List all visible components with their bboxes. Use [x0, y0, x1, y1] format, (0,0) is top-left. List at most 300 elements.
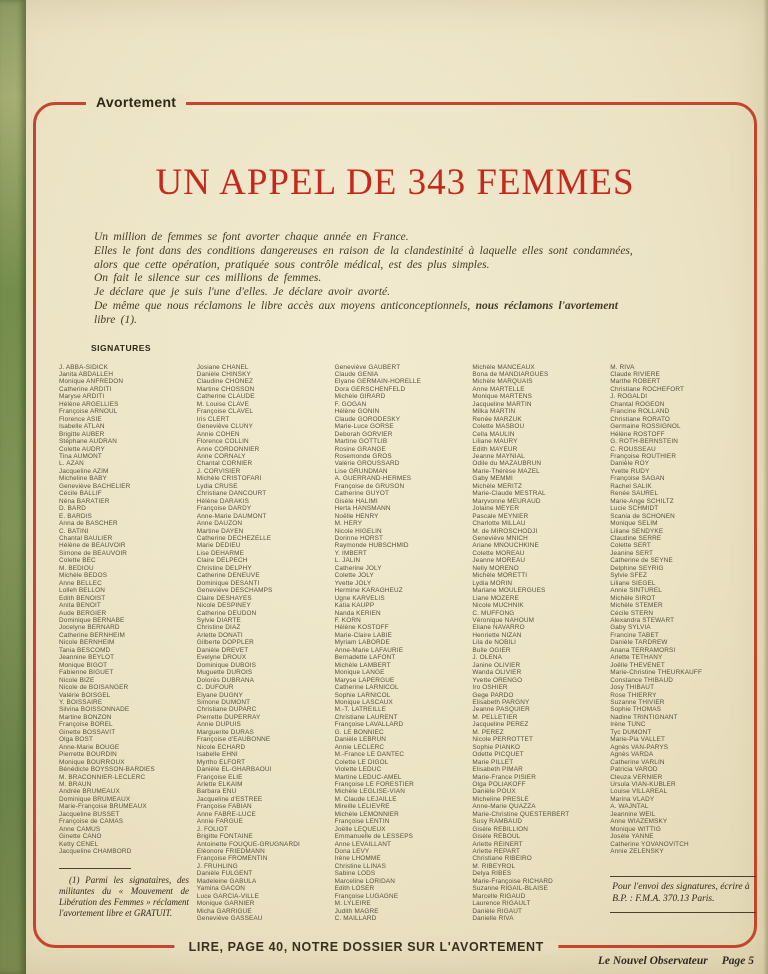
signature-name: Geneviève GAUBERT — [334, 363, 401, 371]
signature-name: Danièle CHINSKY — [196, 371, 251, 379]
signature-name: Cleuza VERNIER — [610, 773, 663, 781]
signature-name: Pierrette BOURDIN — [59, 751, 117, 759]
signature-name: Brigitte FONTAINE — [196, 833, 253, 841]
signature-name: Luce GARCIA-VILLE — [196, 892, 260, 900]
signature-name: Catherine ARDITI — [59, 385, 112, 393]
signature-name: Colette JOLY — [334, 572, 374, 580]
signature-name: Jeannine BEYLOT — [59, 654, 115, 662]
signature-name: Lila de NOBILI — [472, 639, 517, 647]
signature-name: Edith LOSER — [334, 885, 375, 893]
signature-name: Sylvie SFEZ — [610, 572, 647, 580]
signature-name: Maryse LAPERGUE — [334, 676, 395, 684]
signature-name: Françoise SAGAN — [610, 475, 665, 483]
signature-name: Wanda OLIVIER — [472, 669, 522, 677]
signature-name: C. DUFOUR — [196, 684, 234, 692]
signature-name: Pierrette DUPERRAY — [196, 713, 261, 721]
signature-name: Odile du MAZAUBRUN — [472, 460, 542, 468]
signature-name: Rosine GRANGE — [334, 445, 386, 453]
signature-name: Herta HANSMANN — [334, 505, 391, 513]
signature-name: Jacqueline AZIM — [59, 467, 109, 475]
signature-name: M.-T. LATREILLE — [334, 706, 387, 714]
signature-name: Raymonde HUBSCHMID — [334, 542, 409, 550]
signature-name: Michèle STEMER — [610, 602, 663, 610]
signature-name: Anne CAMUS — [59, 825, 101, 833]
signature-name: Bernadette LAFONT — [334, 654, 396, 662]
signature-name: Gilberte DOPPLER — [196, 639, 254, 647]
signature-name: Monique LASCAUX — [334, 698, 393, 706]
signature-name: Iro OSHIER — [472, 684, 508, 692]
signature-name: Agnès VARDA — [610, 751, 654, 759]
signature-name: Anne LEVAILLANT — [334, 840, 392, 848]
signature-name: Marie PILLET — [472, 758, 514, 766]
signature-columns — [59, 364, 748, 923]
signature-name: Tania BESCOMD — [59, 646, 111, 654]
signature-name: Suzanne THIVIER — [610, 698, 665, 706]
signature-name: Marthe ROBERT — [610, 378, 661, 386]
signature-name: Noëlle HENRY — [334, 512, 379, 520]
signature-name: Rose THIERRY — [610, 691, 657, 699]
signature-name: Eléonore FRIEDMANN — [196, 848, 265, 856]
signature-name: Lolleh BELLON — [59, 587, 106, 595]
signature-name: Judith MAGRE — [334, 907, 379, 915]
signature-name: Jacqueline d'ESTREE — [196, 795, 263, 803]
signature-name: Simone DUMONT — [196, 698, 251, 706]
signature-name: Tina AUMONT — [59, 453, 102, 461]
signature-name: Jacqueline PEREZ — [472, 721, 529, 729]
signature-name: Jeanne MAYNIAL — [472, 453, 525, 461]
signature-name: J. ROGALDI — [610, 393, 648, 401]
signature-name: Chantal CORNIER — [196, 460, 253, 468]
signature-name: Claude GENIA — [334, 371, 379, 379]
signature-name: Françoise d'EAUBONNE — [196, 736, 271, 744]
signature-name: Charlotte MILLAU — [472, 520, 526, 528]
signature-name: Odette PICQUET — [472, 751, 524, 759]
signature-name: Maryse ARDITI — [59, 393, 105, 401]
signature-name: C. MAILLARD — [334, 915, 377, 923]
signature-name: Jocelyne BERNARD — [59, 624, 120, 632]
signature-name: Danièle EL-GHARBAOUI — [196, 766, 272, 774]
signature-name: Nicole DESPINEY — [196, 602, 251, 610]
signature-name: Marie-Françoise RICHARD — [472, 877, 553, 885]
send-signatures-note: Pour l'envoi des signatures, écrire à B.P. : F.M.A. 370.13 Paris. — [610, 876, 756, 913]
signature-name: Evelyne DROUX — [196, 654, 247, 662]
signature-name: Elisabeth PARGNY — [472, 698, 530, 706]
footer-banner: LIRE, PAGE 40, NOTRE DOSSIER SUR L'AVORTEMENT — [175, 940, 558, 954]
signature-name: Catherine VARLIN — [610, 758, 665, 766]
signature-name: Sabine LODS — [334, 870, 376, 878]
signature-name: Claude RIVIERE — [610, 371, 660, 379]
signature-name: Susy RAMBAUD — [472, 818, 523, 826]
signature-name: Nicole MUCHNIK — [472, 602, 524, 610]
signature-name: Joëlle THEVENET — [610, 661, 665, 669]
signature-name: Michèle GIRARD — [334, 393, 386, 401]
signature-name: Barbara ENU — [196, 788, 237, 796]
signature-name: Michèle SIROT — [610, 594, 656, 602]
signature-name: Florence COLLIN — [196, 438, 249, 446]
signature-name: Danièle POUX — [472, 788, 516, 796]
signature-list-3 — [335, 364, 473, 923]
signature-name: Geneviève CLUNY — [196, 423, 254, 431]
signature-list-4 — [472, 364, 610, 923]
signature-name: Delphine SEYRIG — [610, 564, 664, 572]
signature-name: Micheline PRESLE — [472, 795, 529, 803]
intro-line: alors que cette opération, pratiquée sous contrôle médical, est des plus simples. — [94, 258, 490, 271]
signature-name: Colette MASBOU — [472, 423, 525, 431]
signature-name: Marie DEDIEU — [196, 542, 241, 550]
signature-name: Catherine de SEYNE — [610, 557, 673, 565]
signature-name: M. PELLETIER — [472, 713, 518, 721]
signature-name: Francine ROLLAND — [610, 408, 670, 416]
signature-name: Nelly MORENO — [472, 564, 519, 572]
signature-name: Martine DAYEN — [196, 527, 244, 535]
signature-name: M. BRACONNIER-LECLERC — [59, 773, 146, 781]
signature-name: Hélène KOSTOFF — [334, 624, 389, 632]
signature-name: L. AZAN — [59, 460, 84, 468]
signature-name: Scania de SCHONEN — [610, 512, 675, 520]
signature-name: Renée MARZUK — [472, 415, 522, 423]
signature-name: Jeanine SERT — [610, 549, 654, 557]
signature-name: Gisèle REBOUL — [472, 833, 521, 841]
signature-name: Colette BEC — [59, 557, 96, 565]
signature-name: F. GOGAN — [334, 400, 367, 408]
signature-name: Françoise ROUTHIER — [610, 453, 677, 461]
signature-name: Catherine GUYOT — [334, 490, 390, 498]
signature-name: Valérie GROUSSARD — [334, 460, 400, 468]
signature-name: Ariane MNOUCHKINE — [472, 542, 539, 550]
signature-name: Annie COHEN — [196, 430, 240, 438]
signature-name: Marie-Pia VALLET — [610, 736, 666, 744]
signature-name: Marceline LORIDAN — [334, 877, 396, 885]
signature-name: Ursula VIAN-KUBLER — [610, 780, 676, 788]
signature-name: Michèle MANCEAUX — [472, 363, 535, 371]
signature-name: Catherine CLAUDE — [196, 393, 255, 401]
signature-name: Edith BENOIST — [59, 594, 106, 602]
signature-name: Catherine YOVANOVITCH — [610, 840, 689, 848]
signature-name: Michèle LEMONNIER — [334, 810, 399, 818]
intro-line: Elles le font dans des conditions dangereuses en raison de la clandestinité à laquelle elles sont condamnées, — [94, 244, 633, 257]
page-title: UN APPEL DE 343 FEMMES — [155, 162, 635, 203]
signature-name: Andrée BRUMEAUX — [59, 788, 120, 796]
signature-name: Anna de BASCHER — [59, 520, 118, 528]
signature-name: Monique SELIM — [610, 520, 658, 528]
signature-name: Patricia VAROD — [610, 766, 658, 774]
signature-name: Delya RIBES — [472, 870, 512, 878]
signature-name: Françoise de GRUSON — [334, 482, 405, 490]
signature-name: Nicole PERROTTET — [472, 736, 534, 744]
signature-name: Laurence RIGAULT — [472, 900, 531, 908]
signature-name: Marie-France PISIER — [472, 773, 536, 781]
signature-name: Joëlle LEQUEUX — [334, 825, 386, 833]
intro-line: De même que nous réclamons le libre accès aux moyens anticonceptionnels, nous réclamons l'avortement — [94, 299, 618, 312]
signature-list-2 — [197, 364, 335, 923]
signature-name: Sophie THOMAS — [610, 706, 662, 714]
signature-column-1 — [59, 364, 197, 923]
signature-name: Anita BENOIT — [59, 602, 101, 610]
signature-name: Yamina GACON — [196, 885, 245, 893]
signature-name: Bénédicte BOYSSON-BARDIES — [59, 766, 155, 774]
signature-name: Stéphane AUDRAN — [59, 438, 118, 446]
signature-name: Françoise de CAMAS — [59, 818, 124, 826]
signature-name: E. BARDIS — [59, 512, 92, 520]
signature-name: Martine LEDUC-AMEL — [334, 773, 402, 781]
signature-name: Hélène DARAKIS — [196, 497, 249, 505]
signature-name: Arlette REINERT — [472, 840, 523, 848]
signature-name: Catherine BERNHEIM — [59, 631, 125, 639]
signature-name: Marie-Françoise BRUMEAUX — [59, 803, 147, 811]
signature-name: Arlette ELKAIM — [196, 780, 243, 788]
signature-name: Isabelle ATLAN — [59, 423, 105, 431]
signature-name: Annie ZELENSKY — [610, 848, 664, 856]
intro-line: On fait le silence sur ces millions de femmes. — [94, 272, 322, 285]
signature-name: Anne MARTELLE — [472, 385, 525, 393]
signature-name: Nanda KERIEN — [334, 609, 381, 617]
signature-name: Bulle OGIER — [472, 646, 511, 654]
signature-name: M. RIVA — [610, 363, 635, 371]
signature-name: Christiane RIBEIRO — [472, 855, 532, 863]
signature-name: Isabelle EHNI — [196, 751, 238, 759]
signature-name: Jeannine WEIL — [610, 810, 656, 818]
signature-name: C. ROUSSEAU — [610, 445, 656, 453]
signature-name: M. Claude LEJAILLE — [334, 795, 397, 803]
signature-name: Tyc DUMONT — [610, 728, 652, 736]
signature-name: Danièle LEBRUN — [334, 736, 387, 744]
signature-name: Elyane DUGNY — [196, 691, 243, 699]
signature-name: Josiane CHANEL — [196, 363, 249, 371]
signature-name: Olga BOST — [59, 736, 94, 744]
signature-name: Irène LHOMME — [334, 855, 381, 863]
signature-name: Lydia CRUSE — [196, 482, 238, 490]
signature-name: Agnès VAN-PARYS — [610, 743, 669, 751]
signature-name: Lucie SCHMIDT — [610, 505, 659, 513]
signature-name: Francine TABET — [610, 631, 659, 639]
signatures-heading: SIGNATURES — [91, 342, 152, 353]
signature-name: Christine DIAZ — [196, 624, 241, 632]
signature-name: Anne WIAZEMSKY — [610, 818, 668, 826]
signature-name: Anne-Marie LAFAURIE — [334, 646, 404, 654]
signature-name: Colette LE DIGOL — [334, 758, 389, 766]
signature-name: Simone de BEAUVOIR — [59, 549, 128, 557]
signature-name: Lydia MORIN — [472, 579, 513, 587]
signature-name: Marie-Ange SCHILTZ — [610, 497, 674, 505]
signature-name: Florence ASIE — [59, 415, 102, 423]
signature-name: Véronique NAHOUM — [472, 616, 535, 624]
signature-name: Cécile BALLIF — [59, 490, 102, 498]
signature-name: Emmanuelle de LESSEPS — [334, 833, 414, 841]
signature-name: Aude BERGIER — [59, 609, 107, 617]
signature-name: Gaby MEMMI — [472, 475, 513, 483]
signature-name: Nicole BIZE — [59, 676, 95, 684]
signature-name: Françoise LUGAGNE — [334, 892, 399, 900]
signature-name: Christiane DUPARC — [196, 706, 257, 714]
right-scan-shadow — [763, 0, 768, 974]
signature-name: Gege PARDO — [472, 691, 514, 699]
signature-name: Marie-Luce GORSE — [334, 423, 394, 431]
signature-name: Claudine CHONEZ — [196, 378, 254, 386]
signature-name: Chantal BAULIER — [59, 535, 113, 542]
signature-name: Marcelle RIGAUD — [472, 892, 526, 900]
footnote-text: (1) Parmi les signataires, des militantes du « Mouvement de Libération des Femmes » réclament l'avortement libre et GRATUIT. — [59, 875, 189, 919]
signature-name: Annie LECLERC — [334, 743, 385, 751]
signature-name: Brigitte AUBER — [59, 430, 105, 438]
signature-name: Germaine ROSSIGNOL — [610, 423, 681, 431]
intro-line: Un million de femmes se font avorter chaque année en France. — [94, 231, 409, 243]
signature-name: Maryvonne MEURAUD — [472, 497, 541, 505]
signature-name: Dominique BRUMEAUX — [59, 795, 131, 803]
signature-name: Monique LANGE — [334, 669, 385, 677]
signature-name: Ginette CANO — [59, 833, 102, 841]
intro-text — [94, 231, 708, 328]
signature-name: Dominique BERNABE — [59, 616, 125, 624]
signature-name: Marguerite DURAS — [196, 728, 254, 736]
signature-name: Anne BELLEC — [59, 579, 102, 587]
signature-name: C. BATINI — [59, 527, 89, 535]
signature-name: Milka MARTIN — [472, 408, 516, 416]
signature-column-3 — [335, 364, 473, 923]
signature-name: Nadine TRINTIGNANT — [610, 713, 678, 721]
signature-name: Michèle LEGLISE-VIAN — [334, 788, 406, 796]
signature-name: Jeanne MOREAU — [472, 557, 526, 565]
signature-name: Michèle MARQUAIS — [472, 378, 533, 386]
signature-name: Micheline BABY — [59, 475, 107, 483]
signature-name: Monique BOURROUX — [59, 758, 125, 766]
signature-name: Antoinette FOUQUE-GRUGNARDI — [196, 840, 300, 848]
signature-name: Hélène ARGELLIES — [59, 400, 119, 408]
signature-name: Louise VILLAREAL — [610, 788, 668, 796]
signature-name: Gisèle HALIMI — [334, 497, 378, 505]
signature-name: Monique GARNIER — [196, 900, 255, 908]
signature-name: Danièle TARDREW — [610, 639, 668, 647]
signature-name: Micha GARRIGUE — [196, 907, 252, 915]
signature-name: Silvina BOISSONNADE — [59, 706, 130, 714]
signature-name: Néna BARATIER — [59, 497, 110, 505]
signature-name: Monique ANFREDON — [59, 378, 124, 386]
signature-name: Danielle RIVA — [472, 915, 514, 923]
signature-name: Dominique DUBOIS — [196, 661, 257, 669]
signature-name: Martine GOTTLIB — [334, 438, 388, 446]
signature-name: M.-France LE DANTEC — [334, 751, 405, 759]
signature-name: Claire DELPECH — [196, 557, 248, 565]
signature-name: A. WAJNTAL — [610, 803, 649, 811]
signature-name: M. RIBEYROL — [472, 862, 516, 870]
signature-name: Françoise LAVALLARD — [334, 721, 404, 729]
signature-name: J. FRUHLING — [196, 862, 238, 870]
signature-name: Anne CORDONNIER — [196, 445, 260, 453]
signature-name: Chantal ROGEON — [610, 400, 665, 408]
signature-name: Gisèle REBILLION — [472, 825, 529, 833]
publication-credit — [598, 955, 754, 967]
signature-name: Monique BIGOT — [59, 661, 108, 669]
footnote — [59, 868, 189, 919]
signature-name: Sophie LARNICOL — [334, 691, 391, 699]
signature-name: G. ROTH-BERNSTEIN — [610, 438, 679, 446]
signature-column-4 — [472, 364, 610, 923]
signature-name: Liliane SIEGEL — [610, 579, 656, 587]
signature-name: Colette SERT — [610, 542, 651, 550]
signature-name: Ugne KARVELIS — [334, 594, 385, 602]
signature-name: Dona LEVY — [334, 848, 370, 856]
signature-name: Christine LLINAS — [334, 862, 387, 870]
signature-name: Françoise LE FORESTIER — [334, 780, 414, 788]
signature-name: Anne-Marie BOUGE — [59, 743, 120, 751]
signature-name: M. HERY — [334, 520, 363, 528]
signature-name: Christiane RORATO — [610, 415, 671, 423]
signature-name: Madeleine GABULA — [196, 877, 257, 885]
signature-name: Lise GRUNDMAN — [334, 467, 388, 475]
signature-name: Pascale MEYNIER — [472, 512, 529, 520]
signature-name: Yvette JOLY — [334, 579, 372, 587]
footnote-rule — [59, 868, 131, 869]
signature-name: Geneviève DESCHAMPS — [196, 587, 273, 595]
signature-name: Christiane LAURENT — [334, 713, 398, 721]
signature-name: Gaby SYLVIA — [610, 624, 651, 632]
signature-name: Françoise BOREL — [59, 721, 113, 729]
signature-name: M. BEDIOU — [59, 564, 94, 572]
signature-name: Elisabeth PIMAR — [472, 766, 523, 774]
signature-name: J. OLENA — [472, 654, 503, 662]
signature-name: M. PEREZ — [472, 728, 504, 736]
intro-line: Je déclare que je suis l'une d'elles. Je déclare avoir avorté. — [94, 286, 391, 299]
signature-name: Fabienne BIGUET — [59, 669, 114, 677]
signature-name: Claudine SERRE — [610, 535, 662, 542]
signature-name: Elyane GERMAIN-HORELLE — [334, 378, 421, 386]
signature-name: Sylvie DIARTE — [196, 616, 241, 624]
signature-name: Martine BONZON — [59, 713, 112, 721]
signature-name: Françoise LENTIN — [334, 818, 390, 826]
signature-name: Jacqueline MARTIN — [472, 400, 532, 408]
signature-name: Colette AUDRY — [59, 445, 105, 453]
signature-name: Janine OLIVIER — [472, 661, 521, 669]
signature-name: Colette MOREAU — [472, 549, 525, 557]
signature-name: Nicole HIGELIN — [334, 527, 382, 535]
signature-name: Constance THIBAUD — [610, 676, 673, 684]
signature-name: Geneviève MNICH — [472, 535, 528, 542]
signature-name: Violette LEDUC — [334, 766, 382, 774]
signature-name: Martine CHOSSON — [196, 385, 255, 393]
signature-name: Annie DUPUIS — [196, 721, 241, 729]
signature-name: M. BRAUN — [59, 780, 92, 788]
signature-name: Michèle MERITZ — [472, 482, 523, 490]
signature-name: G. LE BONNIEC — [334, 728, 384, 736]
signature-name: Marie-Christine THEURKAUFF — [610, 669, 703, 677]
signature-name: Liliane MAURY — [472, 438, 518, 446]
signature-name: Dominique DESANTI — [196, 579, 260, 587]
signature-name: Olga POLIAKOFF — [472, 780, 526, 788]
signature-name: Hélène ROSTOFF — [610, 430, 665, 438]
left-green-edge-strip — [0, 0, 26, 974]
signature-name: Dorinne HORST — [334, 535, 384, 542]
signature-name: Françoise DARDY — [196, 505, 252, 513]
signature-name: Jacqueline BUSSET — [59, 810, 120, 818]
signature-name: Marina VLADY — [610, 795, 655, 803]
signature-name: Lise DEHARME — [196, 549, 245, 557]
signature-name: Geneviève GASSEAU — [196, 915, 263, 923]
signature-name: Liliane SENDYKE — [610, 527, 664, 535]
signature-name: Michèle LAMBERT — [334, 661, 391, 669]
article-frame — [33, 94, 757, 954]
signature-name: Y. BOISSAIRE — [59, 698, 103, 706]
signature-name: Hermine KARAGHEUZ — [334, 587, 403, 595]
signature-name: Christine DELPHY — [196, 564, 252, 572]
signature-name: Anne DAUZON — [196, 520, 243, 528]
signature-name: M. de MIROSCHODJI — [472, 527, 538, 535]
signature-name: Iris CLERT — [196, 415, 230, 423]
signature-name: C. MUFFONG — [472, 609, 515, 617]
signature-name: F. KORN — [334, 616, 361, 624]
signature-name: Nicole ECHARD — [196, 743, 246, 751]
signature-list-1 — [59, 364, 197, 856]
signature-name: M. LYLEIRE — [334, 900, 371, 908]
signature-name: Mariane MOULERGUES — [472, 587, 546, 595]
